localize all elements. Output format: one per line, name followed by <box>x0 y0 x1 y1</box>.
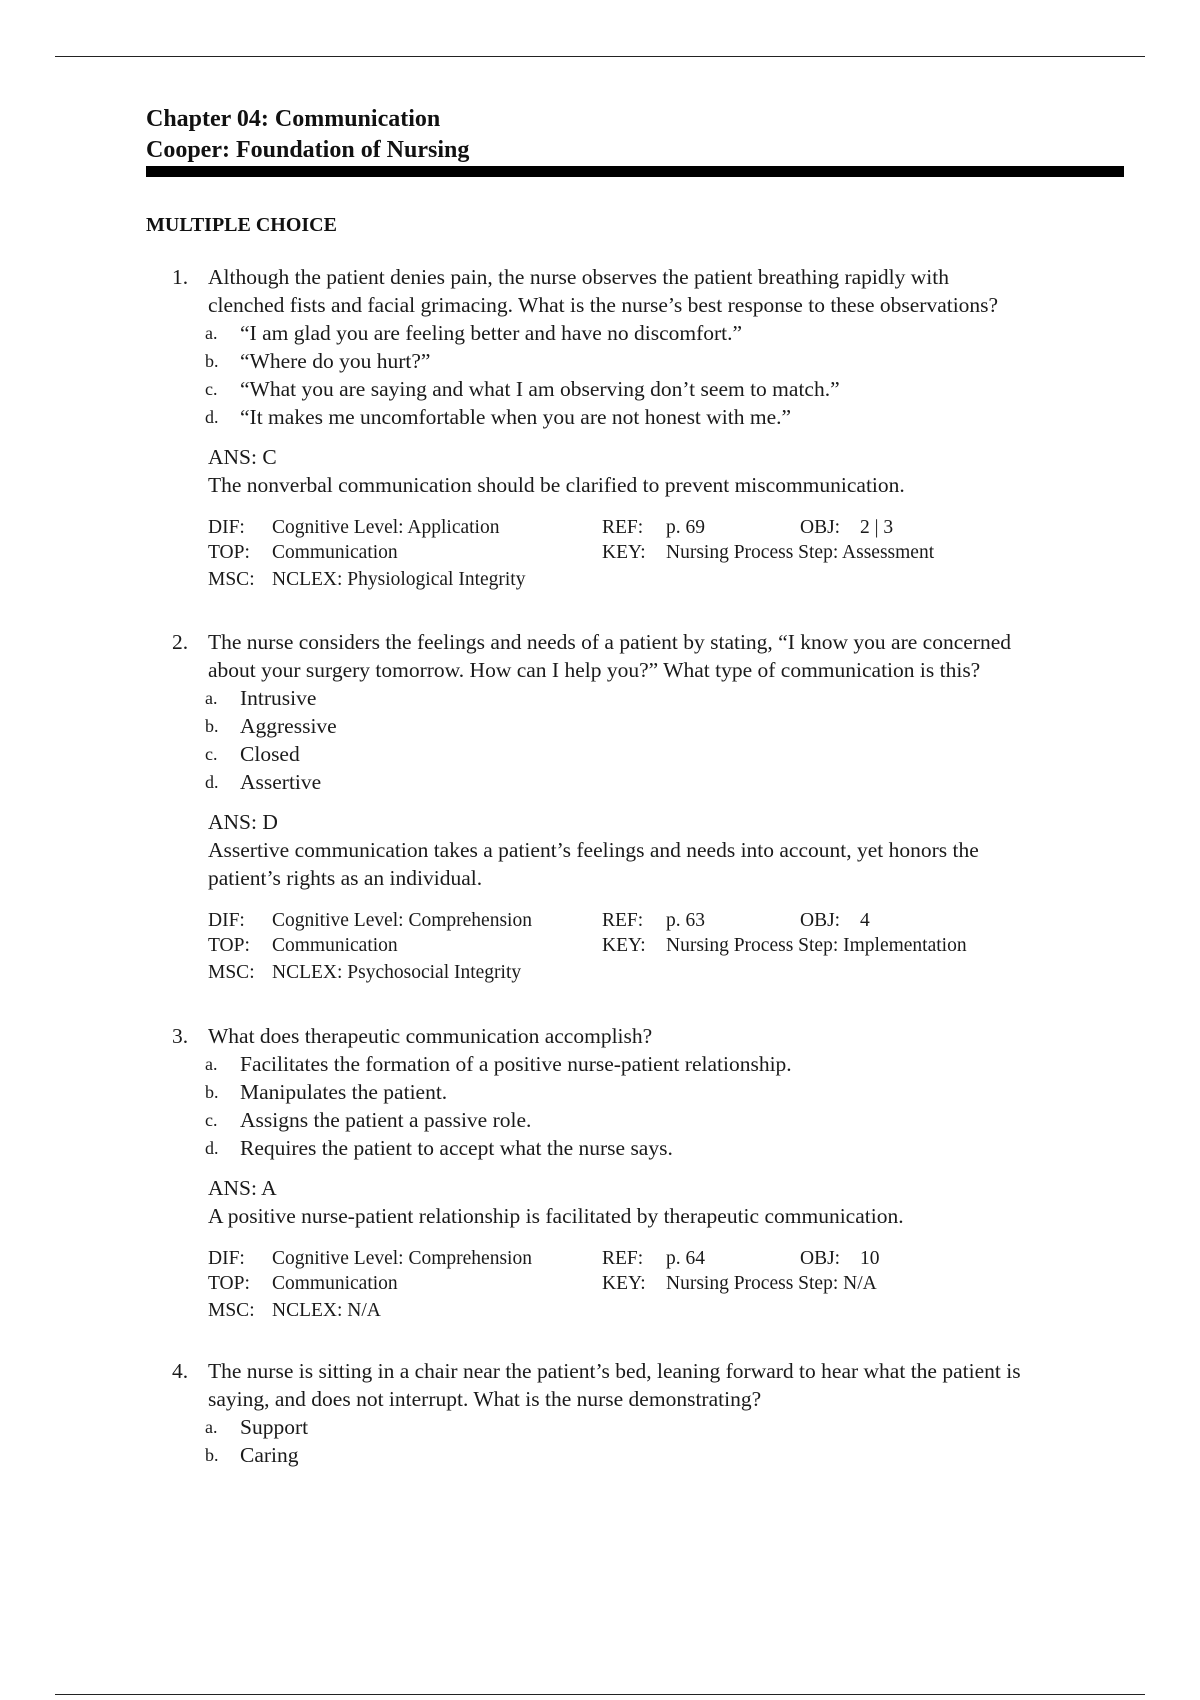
option-d <box>172 1134 1132 1162</box>
option-letter: d. <box>205 1138 219 1158</box>
top-value: Communication <box>272 1273 398 1294</box>
header-divider <box>146 166 1124 177</box>
option-b <box>172 712 1132 740</box>
option-letter: c. <box>205 744 218 764</box>
question-stem <box>172 628 1132 656</box>
option-c <box>172 1106 1132 1134</box>
stem-line: saying, and does not interrupt. What is the nurse demonstrating? <box>208 1387 762 1411</box>
msc-value: NCLEX: Physiological Integrity <box>272 569 526 590</box>
ref-value: p. 64 <box>666 1248 705 1269</box>
stem-line: The nurse considers the feelings and needs of a patient by stating, “I know you are concerned <box>208 630 1011 654</box>
option-a <box>172 1413 1132 1441</box>
option-a <box>172 684 1132 712</box>
option-c <box>172 740 1132 768</box>
key-label: KEY: <box>602 935 646 956</box>
rationale: A positive nurse-patient relationship is facilitated by therapeutic communication. <box>208 1204 904 1228</box>
option-text: “It makes me uncomfortable when you are not honest with me.” <box>240 405 792 429</box>
ref-value: p. 69 <box>666 517 705 538</box>
question-stem-cont <box>172 291 1132 319</box>
option-letter: d. <box>205 772 219 792</box>
top-label: TOP: <box>208 935 250 956</box>
msc-value: NCLEX: N/A <box>272 1300 381 1321</box>
option-letter: a. <box>205 1054 218 1074</box>
option-b <box>172 347 1132 375</box>
question-4 <box>172 1357 1132 1469</box>
dif-label: DIF: <box>208 517 245 538</box>
question-number: 2. <box>172 630 189 654</box>
msc-value: NCLEX: Psychosocial Integrity <box>272 962 522 983</box>
option-d <box>172 403 1132 431</box>
question-metadata <box>172 515 1132 593</box>
obj-label: OBJ: <box>800 910 841 931</box>
key-value: Nursing Process Step: Assessment <box>666 542 935 563</box>
question-3 <box>172 1022 1132 1324</box>
ref-label: REF: <box>602 517 644 538</box>
answer-block <box>172 808 1132 892</box>
option-text: Closed <box>240 742 300 766</box>
top-rule <box>55 56 1145 57</box>
key-label: KEY: <box>602 542 646 563</box>
answer: ANS: C <box>208 445 277 469</box>
stem-line: about your surgery tomorrow. How can I help you?” What type of communication is this? <box>208 658 981 682</box>
question-number: 4. <box>172 1359 189 1383</box>
option-letter: d. <box>205 407 219 427</box>
option-letter: a. <box>205 323 218 343</box>
option-a <box>172 319 1132 347</box>
option-d <box>172 768 1132 796</box>
obj-label: OBJ: <box>800 517 841 538</box>
question-metadata <box>172 1246 1132 1324</box>
option-text: Aggressive <box>240 714 337 738</box>
question-stem <box>172 1022 1132 1050</box>
ref-label: REF: <box>602 1248 644 1269</box>
top-value: Communication <box>272 542 398 563</box>
option-letter: a. <box>205 1417 218 1437</box>
obj-value: 10 <box>860 1248 880 1269</box>
dif-value: Cognitive Level: Comprehension <box>272 910 532 931</box>
top-label: TOP: <box>208 542 250 563</box>
obj-label: OBJ: <box>800 1248 841 1269</box>
answer: ANS: A <box>208 1176 277 1200</box>
dif-label: DIF: <box>208 910 245 931</box>
rationale: Assertive communication takes a patient’s feelings and needs into account, yet honors the <box>208 838 979 862</box>
question-stem-cont <box>172 1385 1132 1413</box>
option-letter: c. <box>205 379 218 399</box>
key-value: Nursing Process Step: N/A <box>666 1273 877 1294</box>
rationale: The nonverbal communication should be clarified to prevent miscommunication. <box>208 473 905 497</box>
question-2 <box>172 628 1132 986</box>
option-letter: b. <box>205 1082 219 1102</box>
option-c <box>172 375 1132 403</box>
book-title: Cooper: Foundation of Nursing <box>146 137 470 163</box>
option-text: Support <box>240 1415 309 1439</box>
chapter-title: Chapter 04: Communication <box>146 106 441 132</box>
rationale-cont: patient’s rights as an individual. <box>208 866 483 890</box>
question-1 <box>172 263 1132 593</box>
obj-value: 4 <box>860 910 870 931</box>
option-a <box>172 1050 1132 1078</box>
option-text: Caring <box>240 1443 299 1467</box>
option-letter: b. <box>205 716 219 736</box>
question-stem <box>172 263 1132 291</box>
answer: ANS: D <box>208 810 278 834</box>
question-stem-cont <box>172 656 1132 684</box>
option-text: Assigns the patient a passive role. <box>240 1108 532 1132</box>
key-label: KEY: <box>602 1273 646 1294</box>
option-text: “I am glad you are feeling better and have no discomfort.” <box>240 321 743 345</box>
ref-value: p. 63 <box>666 910 705 931</box>
option-text: Requires the patient to accept what the nurse says. <box>240 1136 673 1160</box>
option-letter: b. <box>205 351 219 371</box>
msc-label: MSC: <box>208 1300 255 1321</box>
option-text: Facilitates the formation of a positive nurse-patient relationship. <box>240 1052 792 1076</box>
question-metadata <box>172 908 1132 986</box>
dif-value: Cognitive Level: Comprehension <box>272 1248 532 1269</box>
dif-label: DIF: <box>208 1248 245 1269</box>
msc-label: MSC: <box>208 962 255 983</box>
option-letter: b. <box>205 1445 219 1465</box>
top-value: Communication <box>272 935 398 956</box>
stem-line: Although the patient denies pain, the nurse observes the patient breathing rapidly with <box>208 265 949 289</box>
question-stem <box>172 1357 1132 1385</box>
ref-label: REF: <box>602 910 644 931</box>
question-number: 3. <box>172 1024 189 1048</box>
answer-block <box>172 443 1132 499</box>
question-number: 1. <box>172 265 189 289</box>
stem-line: What does therapeutic communication accomplish? <box>208 1024 653 1048</box>
option-text: Intrusive <box>240 686 317 710</box>
obj-value: 2 | 3 <box>860 517 894 538</box>
option-b <box>172 1078 1132 1106</box>
option-text: “What you are saying and what I am observing don’t seem to match.” <box>240 377 840 401</box>
top-label: TOP: <box>208 1273 250 1294</box>
msc-label: MSC: <box>208 569 255 590</box>
option-text: “Where do you hurt?” <box>240 349 431 373</box>
option-letter: a. <box>205 688 218 708</box>
option-b <box>172 1441 1132 1469</box>
option-letter: c. <box>205 1110 218 1130</box>
section-title: MULTIPLE CHOICE <box>146 214 337 236</box>
document-header <box>146 104 469 166</box>
stem-line: clenched fists and facial grimacing. What is the nurse’s best response to these observations? <box>208 293 999 317</box>
stem-line: The nurse is sitting in a chair near the patient’s bed, leaning forward to hear what the patient is <box>208 1359 1021 1383</box>
key-value: Nursing Process Step: Implementation <box>666 935 967 956</box>
option-text: Assertive <box>240 770 322 794</box>
dif-value: Cognitive Level: Application <box>272 517 500 538</box>
answer-block <box>172 1174 1132 1230</box>
bottom-rule <box>55 1694 1145 1695</box>
option-text: Manipulates the patient. <box>240 1080 448 1104</box>
